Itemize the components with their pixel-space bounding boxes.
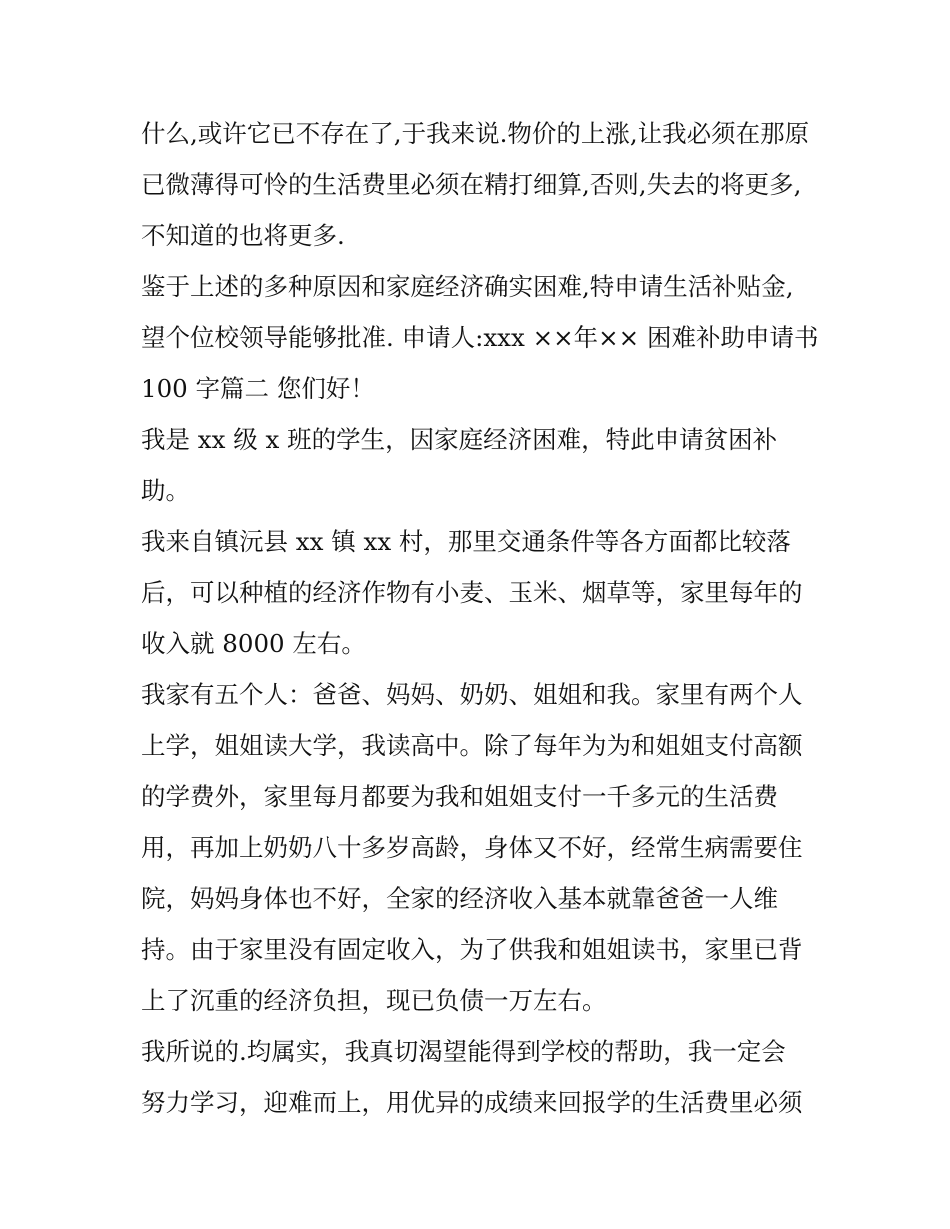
document-body: [141, 108, 821, 1128]
text-line: 收入就 8000 左右。: [141, 629, 366, 658]
text-line: 望个位校领导能够批准. 申请人:xxx ××年×× 困难补助申请书: [141, 323, 819, 352]
text-line: 努力学习，迎难而上，用优异的成绩来回报学的生活费里必须: [141, 1088, 803, 1117]
text-line: 我来自镇沅县 xx 镇 xx 村，那里交通条件等各方面都比较落: [141, 527, 791, 556]
text-line: 院，妈妈身体也不好，全家的经济收入基本就靠爸爸一人维: [141, 884, 778, 913]
text-line: 后，可以种植的经济作物有小麦、玉米、烟草等，家里每年的: [141, 578, 803, 607]
text-line: 已微薄得可怜的生活费里必须在精打细算,否则,失去的将更多,: [141, 170, 802, 199]
text-line: 助。: [141, 476, 190, 505]
text-line: 不知道的也将更多.: [141, 221, 345, 250]
text-line: 鉴于上述的多种原因和家庭经济确实困难,特申请生活补贴金,: [141, 272, 794, 301]
text-line: 100 字篇二 您们好！: [141, 374, 375, 403]
text-line: 的学费外，家里每月都要为我和姐姐支付一千多元的生活费: [141, 782, 778, 811]
text-line: 我所说的.均属实，我真切渴望能得到学校的帮助，我一定会: [141, 1037, 786, 1066]
text-line: 用，再加上奶奶八十多岁高龄，身体又不好，经常生病需要住: [141, 833, 803, 862]
text-line: 我是 xx 级 x 班的学生，因家庭经济困难，特此申请贫困补: [141, 425, 778, 454]
text-line: 什么,或许它已不存在了,于我来说.物价的上涨,让我必须在那原: [141, 119, 810, 148]
text-line: 上学，姐姐读大学，我读高中。除了每年为为和姐姐支付高额: [141, 731, 803, 760]
text-line: 持。由于家里没有固定收入，为了供我和姐姐读书，家里已背: [141, 935, 803, 964]
text-line: 我家有五个人：爸爸、妈妈、奶奶、姐姐和我。家里有两个人: [141, 680, 803, 709]
text-line: 上了沉重的经济负担，现已负债一万左右。: [141, 986, 607, 1015]
